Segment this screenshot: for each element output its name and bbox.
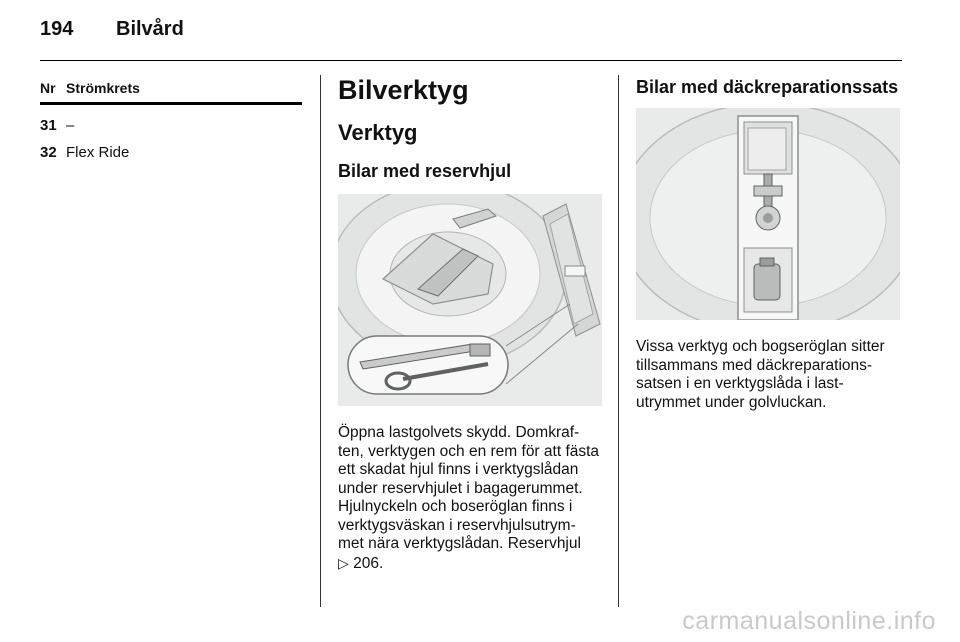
header-rule [40, 60, 902, 61]
repair-kit-svg [636, 108, 900, 320]
fuse-table [40, 80, 302, 161]
spare-wheel-text [338, 424, 602, 573]
spare-wheel-svg [338, 194, 602, 406]
fuse-number: 31 [40, 117, 57, 134]
text-line: Vissa verktyg och bogseröglan sitter [636, 338, 885, 355]
column-header-nr: Nr [40, 80, 56, 96]
right-column [636, 76, 900, 412]
page-reference[interactable] [338, 554, 602, 574]
text-line: Hjulnyckeln och boseröglan finns i [338, 498, 573, 515]
fuse-circuit: – [66, 117, 75, 134]
repair-kit-text [636, 338, 900, 412]
fuse-number: 32 [40, 144, 57, 161]
table-row [40, 117, 302, 134]
section-subtitle: Verktyg [338, 120, 418, 145]
watermark: carmanualsonline.info [682, 607, 936, 635]
fuse-circuit: Flex Ride [66, 144, 130, 161]
column-header-circuit: Strömkrets [66, 80, 140, 96]
text-line: Öppna lastgolvets skydd. Domkraf- [338, 424, 580, 441]
spare-wheel-heading: Bilar med reservhjul [338, 161, 512, 181]
chapter-title: Bilvård [116, 18, 184, 40]
section-title: Bilverktyg [338, 75, 469, 105]
text-line: ett skadat hjul finns i verktygslådan [338, 461, 579, 478]
arrow-ref-icon: ▷ [338, 554, 349, 571]
table-row [40, 144, 302, 161]
page-header [40, 18, 184, 41]
reference-page: 206. [353, 554, 384, 572]
column-divider-right [618, 75, 619, 607]
fuse-table-header [40, 80, 302, 105]
main-column [338, 74, 602, 573]
spare-wheel-illustration [338, 194, 602, 406]
text-line: under reservhjulet i bagagerummet. [338, 479, 583, 497]
column-divider-left [320, 75, 321, 607]
page-number: 194 [40, 18, 74, 40]
repair-kit-heading: Bilar med däckreparationssats [636, 77, 899, 97]
repair-kit-illustration [636, 108, 900, 320]
text-line: ten, verktygen och en rem för att fästa [338, 442, 600, 460]
text-line: met nära verktygslådan. Reservhjul [338, 535, 581, 552]
text-line: tillsammans med däckreparations- [636, 356, 873, 374]
text-line: satsen i en verktygslåda i last- [636, 375, 844, 392]
text-line: verktygsväskan i reservhjulsutrym- [338, 516, 576, 534]
text-line: utrymmet under golvluckan. [636, 393, 827, 411]
